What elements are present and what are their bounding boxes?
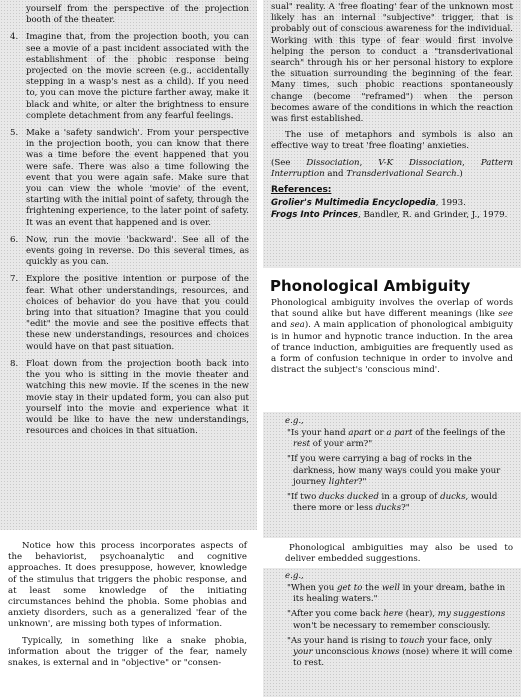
quote-text: "Is your hand bbox=[287, 428, 349, 438]
reference-item bbox=[271, 210, 513, 221]
embedded-intro: Phonological ambiguities may also be used to deliver embedded suggestions. bbox=[285, 543, 513, 565]
quote-text: unconscious bbox=[312, 647, 372, 658]
quote-text: "After you come back bbox=[287, 609, 384, 620]
quote-emphasis: ducks bbox=[375, 503, 402, 514]
intro-tail: yourself from the perspective of the projection booth of the theater. bbox=[26, 4, 249, 26]
reference-title: Frogs Into Princes bbox=[271, 210, 359, 221]
quote-text: your face, only bbox=[424, 635, 492, 646]
reference-title: Grolier's Multimedia Encyclopedia bbox=[271, 198, 436, 209]
quote-emphasis: apart bbox=[348, 428, 372, 438]
example-quote bbox=[271, 492, 513, 514]
references-heading: References: bbox=[271, 185, 332, 196]
step-text: Float down from the projection booth back into the you who is sitting in the movie theater and watching this new movie. If the scenes in the new movie stay in their updated form, you can also put yourself into the movie and experience what it would be like to have the new understandings, resources and choices in that situation. bbox=[26, 358, 249, 437]
step-text: Imagine that, from the projection booth, you can see a movie of a past incident associated with the establishment of the phobic response being projected on the movie screen (e.g., accidentally stepping in a wasp's nest as a child). If you need to, you can move the picture farther away, make it black and white, or alter the brightness to ensure complete detachment from any fearful feelings. bbox=[26, 32, 249, 121]
section-text: ). A main application of phonological ambiguity is in humor and hypnotic trance induction. In the area of trance induction, ambiguities are frequently used as a form of confusion technique in order to involve and distract the subject's 'conscious mind'. bbox=[271, 320, 513, 376]
see-also: (See Dissociation, V-K Dissociation, Pattern Interruption and Transderivational Search.) bbox=[271, 157, 513, 179]
quote-text: of your arm?" bbox=[310, 439, 373, 450]
example-word: see bbox=[498, 309, 513, 320]
example-quote bbox=[271, 609, 513, 631]
example-quote bbox=[271, 428, 513, 450]
quote-text: of the feelings of the bbox=[412, 428, 506, 438]
quote-emphasis: knows bbox=[371, 647, 400, 658]
reference-item bbox=[271, 198, 513, 209]
reference-detail: , 1993. bbox=[435, 198, 466, 209]
quote-emphasis: touch bbox=[400, 635, 425, 646]
quote-emphasis: ducks bbox=[440, 492, 466, 503]
example-quote bbox=[271, 636, 513, 670]
quote-emphasis: my suggestions bbox=[437, 609, 506, 620]
see-also-link: Transderivational Search bbox=[346, 168, 457, 179]
quote-text: ?" bbox=[357, 476, 367, 487]
step-text: Now, run the movie 'backward'. See all of the events going in reverse. Do this several times, as quickly as you can. bbox=[26, 234, 249, 268]
step-number: 5. bbox=[10, 128, 19, 139]
quote-emphasis: well bbox=[381, 583, 400, 593]
quote-emphasis: lighter bbox=[328, 476, 358, 487]
continuation-paragraph: sual" reality. A 'free floating' fear of the unknown most likely has an internal "subjective" trigger, that is probably out of conscious awareness for the individual. Working with this type of fear would first involve helping the person to conduct a "transderivational search" through his or her personal history to explore the situation surrounding the beginning of the fear. Many times, such phobic reactions spontaneously change (become "reframed") when the person becomes aware of the conditions in which the reaction was first established. bbox=[271, 2, 513, 125]
steps-panel bbox=[0, 0, 257, 530]
metaphor-paragraph: The use of metaphors and symbols is also an effective way to treat 'free floating' anxieties. bbox=[271, 130, 513, 152]
step-text: Explore the positive intention or purpose of the fear. What other understandings, resources, and choices of behavior do you have that you could bring into that situation? Imagine that you could "edit" the movie and see the positive effects that these new understandings, resources and choices would have on that past situation. bbox=[26, 274, 249, 352]
example-word: sea bbox=[290, 320, 305, 331]
quote-text: "When you bbox=[287, 583, 337, 593]
step-text: Make a 'safety sandwich'. From your perspective in the projection booth, you can know that there was a time before the event happened that you were safe. There was also a time following the event that you were again safe. Make sure that you can view the whole 'movie' of the event, starting with the initial point of safety, through the frightening experience, to the later point of safety. It was an event that happened and is over. bbox=[26, 128, 249, 228]
step-number: 4. bbox=[10, 32, 19, 43]
quote-text: won't be necessary to remember consciously. bbox=[293, 620, 491, 631]
section-title: Phonological Ambiguity bbox=[270, 277, 471, 295]
see-also-link: Dissociation bbox=[306, 157, 360, 168]
see-also-link: V-K Dissociation bbox=[378, 157, 463, 168]
step-number: 7. bbox=[10, 274, 19, 285]
reference-detail: , Bandler, R. and Grinder, J., 1979. bbox=[358, 210, 508, 221]
eg-label: e.g., bbox=[285, 571, 304, 581]
continuation-panel bbox=[263, 0, 521, 268]
step-item bbox=[6, 359, 249, 437]
step-item bbox=[6, 128, 249, 229]
discussion-paragraph: Notice how this process incorporates aspects of the behaviorist, psychoanalytic and cognitive approaches. It does presuppose, however, knowledge of the stimulus that triggers the phobic response, and at least some knowledge of the initiating circumstances behind the phobia. Some phobias and anxiety disorders, such as a generalized 'fear of the unknown', are missing both types of information. bbox=[8, 541, 247, 630]
see-also-prefix: (See bbox=[271, 157, 307, 168]
see-also-link: Pattern Interruption bbox=[271, 157, 513, 179]
quote-text: or bbox=[371, 428, 387, 438]
examples-panel bbox=[263, 412, 521, 538]
discussion-text bbox=[0, 538, 257, 697]
quote-emphasis: here bbox=[383, 609, 404, 620]
quote-text: "If two bbox=[287, 492, 319, 503]
eg-label: e.g., bbox=[285, 416, 304, 426]
quote-text: the bbox=[362, 583, 382, 593]
section-body bbox=[263, 298, 521, 376]
step-number: 6. bbox=[10, 234, 19, 245]
quote-emphasis: ducks ducked bbox=[318, 492, 379, 503]
embedded-examples-panel bbox=[263, 568, 521, 697]
quote-text: in a group of bbox=[378, 492, 441, 503]
example-quote bbox=[271, 583, 513, 605]
quote-emphasis: rest bbox=[293, 439, 311, 450]
see-also-and: and bbox=[324, 168, 347, 179]
quote-emphasis: your bbox=[293, 647, 313, 658]
step-number: 8. bbox=[10, 358, 19, 369]
steps-list bbox=[6, 32, 249, 437]
quote-text: , would there more or less bbox=[293, 492, 498, 514]
section-paragraph bbox=[271, 298, 513, 376]
section-text: and bbox=[271, 320, 291, 331]
step-item bbox=[6, 235, 249, 269]
quote-text: "As your hand is rising to bbox=[287, 635, 401, 646]
discussion-paragraph: Typically, in something like a snake phobia, information about the trigger of the fear, namely snakes, is external and in "objective" or "consen- bbox=[8, 635, 247, 669]
quote-emphasis: get to bbox=[336, 583, 363, 593]
quote-text: "If you were carrying a bag of rocks in the darkness, how many ways could you make your journey bbox=[287, 454, 501, 487]
quote-text: ?" bbox=[401, 503, 410, 514]
step-item bbox=[6, 274, 249, 352]
quote-emphasis: a part bbox=[386, 428, 413, 438]
quote-text: (nose) where it will come to rest. bbox=[293, 647, 513, 669]
step-item bbox=[6, 32, 249, 122]
section-text: Phonological ambiguity involves the overlap of words that sound alike but have different meanings (like bbox=[271, 298, 513, 320]
quote-text: in your dream, bathe in its healing waters." bbox=[293, 583, 506, 605]
see-also-suffix: .) bbox=[456, 168, 463, 179]
example-quote bbox=[271, 454, 513, 488]
quote-text: (hear), bbox=[403, 609, 438, 620]
